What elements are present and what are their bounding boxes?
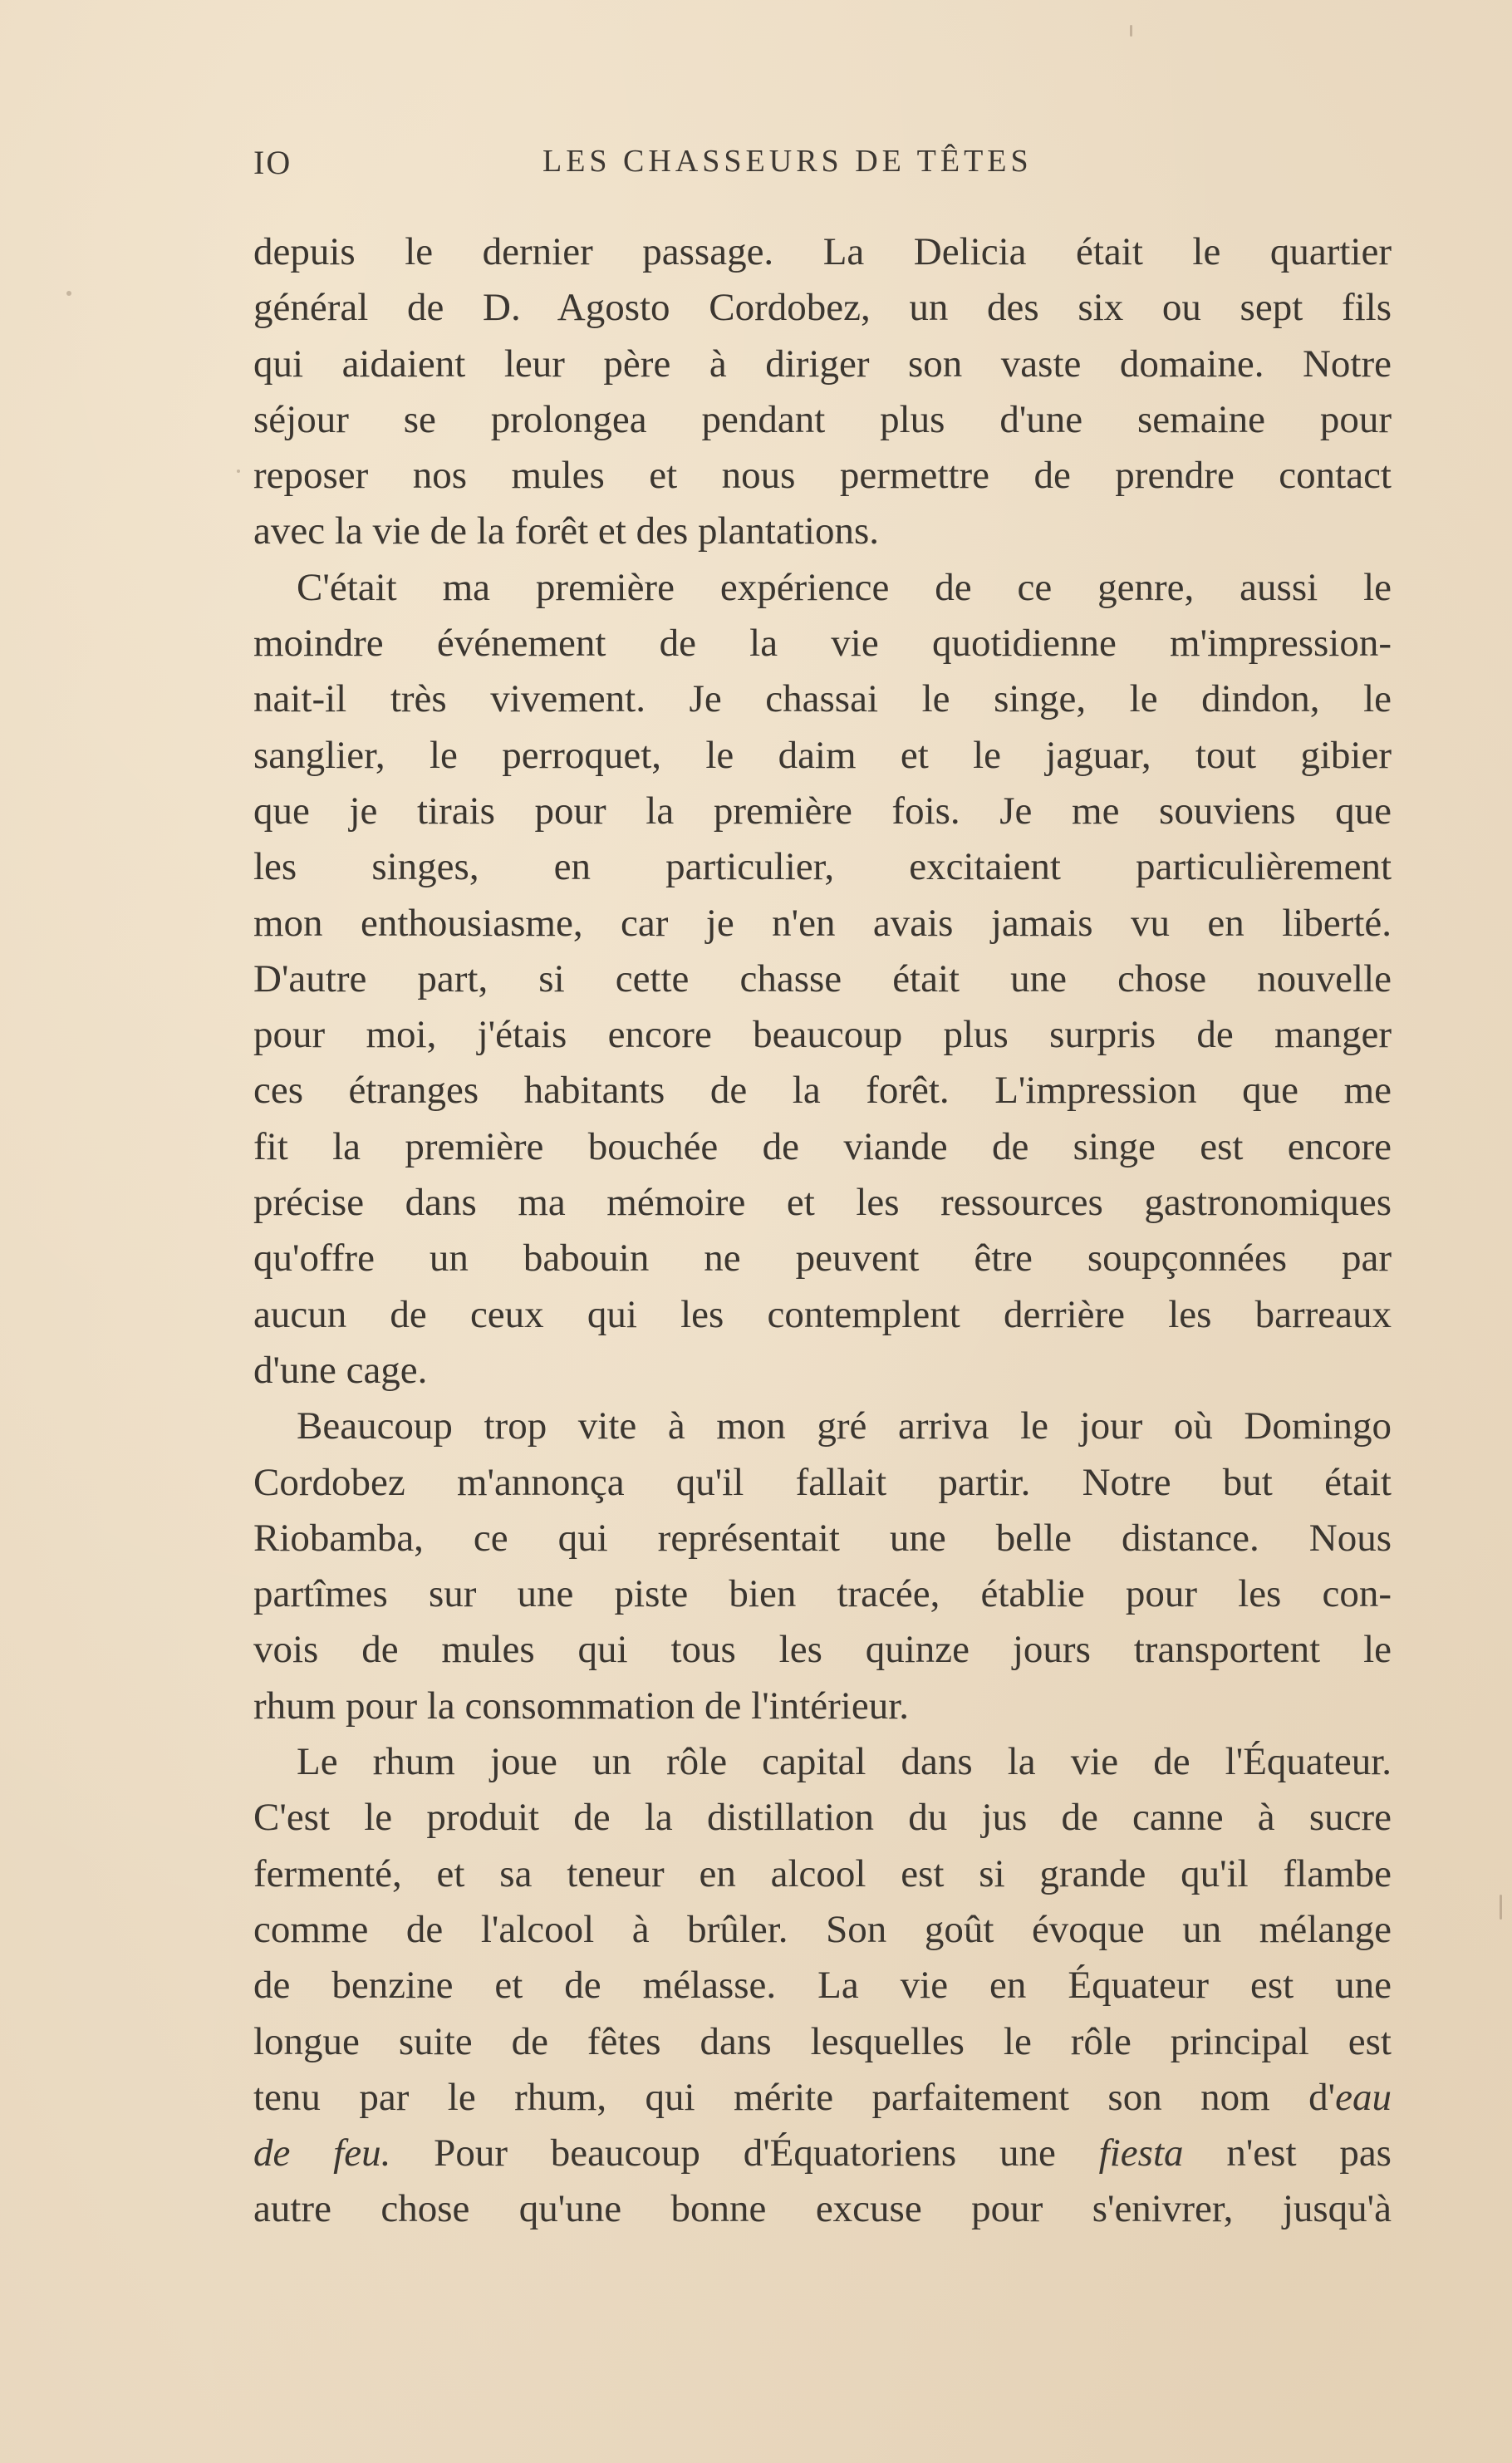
text-line: d'une cage.	[253, 1348, 428, 1392]
text-line: longue suite de fêtes dans lesquelles le rôle principal est	[253, 2019, 1392, 2063]
text-segment: Pour beaucoup d'Équatoriens une	[390, 2131, 1099, 2175]
paper-speck	[237, 469, 240, 473]
text-line: pour moi, j'étais encore beaucoup plus surpris de manger	[253, 1013, 1392, 1057]
text-line: précise dans ma mémoire et les ressources gastronomiques	[253, 1181, 1392, 1225]
text-line: C'était ma première expérience de ce genre, aussi le	[297, 565, 1392, 609]
body-text	[253, 224, 1392, 2238]
text-line: Beaucoup trop vite à mon gré arriva le jour où Domingo	[297, 1404, 1392, 1448]
text-line: de benzine et de mélasse. La vie en Équateur est une	[253, 1964, 1392, 2008]
text-line: séjour se prolongea pendant plus d'une semaine pour	[253, 397, 1392, 441]
text-line: depuis le dernier passage. La Delicia était le quartier	[253, 230, 1392, 273]
text-line: fit la première bouchée de viande de singe est encore	[253, 1124, 1392, 1168]
text-line: aucun de ceux qui les contemplent derrière les barreaux	[253, 1292, 1392, 1336]
text-line: rhum pour la consommation de l'intérieur.	[253, 1684, 910, 1728]
italic-text: de feu.	[253, 2131, 391, 2175]
text-line: vois de mules qui tous les quinze jours transportent le	[253, 1628, 1392, 1672]
text-line: qu'offre un babouin ne peuvent être soupçonnées par	[253, 1236, 1392, 1281]
text-line: ces étranges habitants de la forêt. L'impression que me	[253, 1069, 1392, 1113]
text-line: nait-il très vivement. Je chassai le singe, le dindon, le	[253, 677, 1392, 721]
running-header	[253, 143, 1392, 193]
text-line: qui aidaient leur père à diriger son vaste domaine. Notre	[253, 342, 1392, 386]
paper-speck	[66, 291, 71, 296]
text-line: Riobamba, ce qui représentait une belle distance. Nous	[253, 1516, 1392, 1560]
text-line: comme de l'alcool à brûler. Son goût évoque un mélange	[253, 1907, 1392, 1951]
text-line: fermenté, et sa teneur en alcool est si grande qu'il flambe	[253, 1851, 1392, 1895]
paper-speck	[1500, 1895, 1502, 1920]
text-line: D'autre part, si cette chasse était une chose nouvelle	[253, 956, 1392, 1000]
text-line: C'est le produit de la distillation du jus de canne à sucre	[253, 1796, 1392, 1840]
text-segment: n'est pas	[1183, 2131, 1392, 2175]
text-line-mixed	[253, 2126, 1392, 2181]
text-line: Le rhum joue un rôle capital dans la vie de l'Équateur.	[297, 1740, 1392, 1784]
text-line: sanglier, le perroquet, le daim et le jaguar, tout gibier	[253, 733, 1392, 777]
text-line: que je tirais pour la première fois. Je me souviens que	[253, 789, 1392, 833]
text-line: les singes, en particulier, excitaient particulièrement	[253, 845, 1392, 889]
text-line-mixed	[253, 2070, 1392, 2126]
italic-text: fiesta	[1098, 2131, 1184, 2175]
text-line: autre chose qu'une bonne excuse pour s'enivrer, jusqu'à	[253, 2187, 1392, 2231]
text-line: général de D. Agosto Cordobez, un des six ou sept fils	[253, 286, 1392, 330]
text-line: mon enthousiasme, car je n'en avais jamais vu en liberté.	[253, 901, 1392, 945]
text-line: reposer nos mules et nous permettre de prendre contact	[253, 454, 1392, 498]
text-line: avec la vie de la forêt et des plantations.	[253, 509, 879, 553]
text-segment: tenu par le rhum, qui mérite parfaitement son nom d'	[253, 2075, 1336, 2119]
page-number: IO	[253, 144, 292, 181]
italic-text: eau	[1335, 2075, 1392, 2119]
text-line: moindre événement de la vie quotidienne m'impression-	[253, 622, 1392, 666]
text-line: Cordobez m'annonça qu'il fallait partir. Notre but était	[253, 1460, 1392, 1504]
paper-speck	[1130, 25, 1132, 37]
running-title: LES CHASSEURS DE TÊTES	[542, 144, 1033, 179]
text-line: partîmes sur une piste bien tracée, établie pour les con-	[253, 1572, 1392, 1616]
